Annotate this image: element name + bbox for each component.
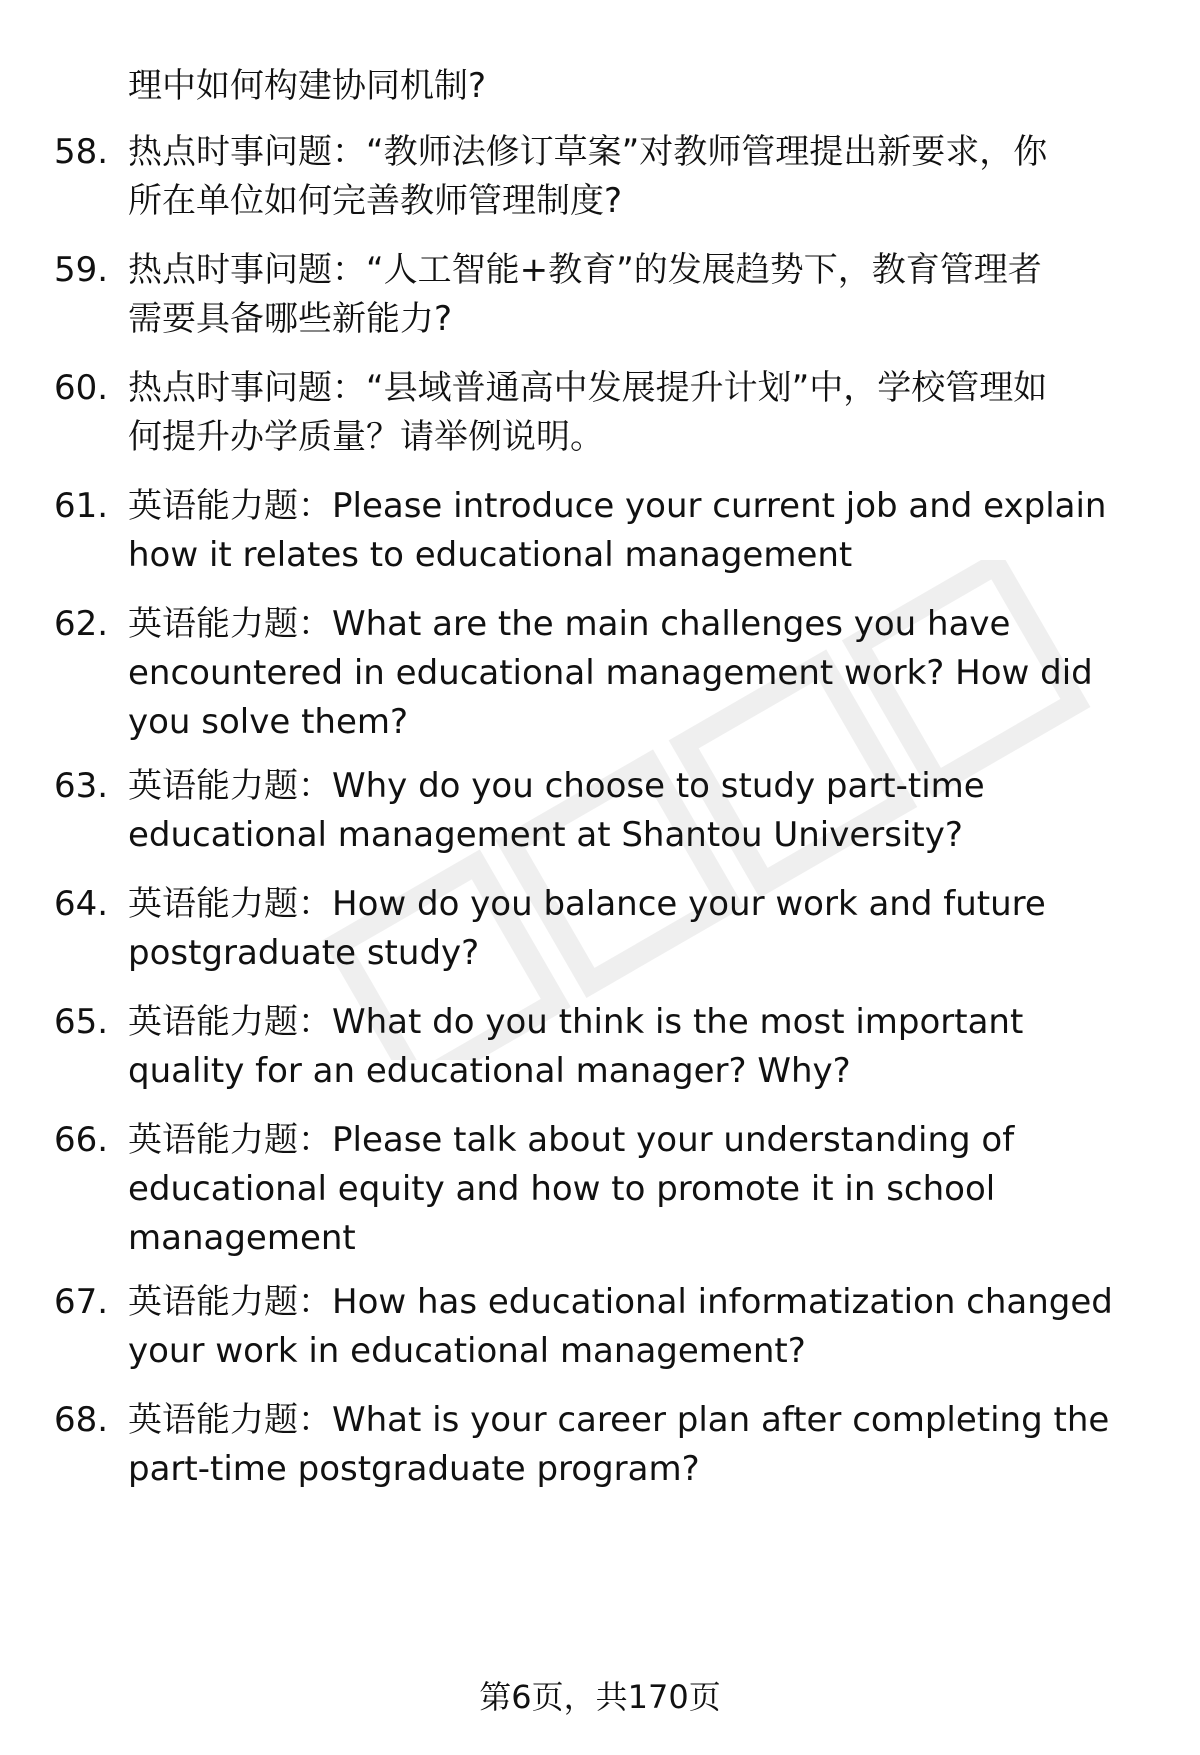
question-line: 英语能力题：Please introduce your current job and explain	[128, 486, 1107, 526]
question-line: your work in educational management?	[128, 1331, 806, 1371]
question-number: 58.	[54, 132, 109, 172]
question-number: 60.	[54, 368, 109, 408]
question-number: 62.	[54, 604, 109, 644]
question-line: 热点时事问题：“教师法修订草案”对教师管理提出新要求，你	[128, 132, 1048, 172]
question-line: 英语能力题：Please talk about your understanding of	[128, 1120, 1015, 1160]
question-number: 63.	[54, 766, 109, 806]
question-text	[128, 1116, 1200, 1263]
question-line: you solve them?	[128, 702, 409, 742]
question-line: management	[128, 1218, 356, 1258]
question-line: 所在单位如何完善教师管理制度?	[128, 181, 623, 221]
question-line: 热点时事问题：“县域普通高中发展提升计划”中，学校管理如	[128, 368, 1048, 408]
question-line: educational equity and how to promote it in school	[128, 1169, 996, 1209]
question-line: 英语能力题：How do you balance your work and future	[128, 884, 1046, 924]
question-number: 64.	[54, 884, 109, 924]
question-text	[128, 246, 1200, 344]
page-footer: 第6页，共170页	[479, 1678, 721, 1716]
question-line: 英语能力题：Why do you choose to study part-time	[128, 766, 985, 806]
question-text	[128, 600, 1200, 747]
question-line: quality for an educational manager? Why?	[128, 1051, 851, 1091]
question-line: 热点时事问题：“人工智能+教育”的发展趋势下，教育管理者	[128, 250, 1042, 290]
question-text	[128, 482, 1200, 580]
question-number: 66.	[54, 1120, 109, 1160]
question-number: 65.	[54, 1002, 109, 1042]
question-line: 英语能力题：What do you think is the most important	[128, 1002, 1024, 1042]
question-text	[128, 128, 1200, 226]
question-number: 68.	[54, 1400, 109, 1440]
question-line: educational management at Shantou University?	[128, 815, 963, 855]
continued-question-text: 理中如何构建协同机制?	[128, 66, 487, 106]
question-number: 59.	[54, 250, 109, 290]
question-number: 61.	[54, 486, 109, 526]
question-line: part-time postgraduate program?	[128, 1449, 700, 1489]
question-number: 67.	[54, 1282, 109, 1322]
question-line: 英语能力题：What is your career plan after completing the	[128, 1400, 1110, 1440]
question-text	[128, 1278, 1200, 1376]
question-text	[128, 1396, 1200, 1494]
question-line: 何提升办学质量？请举例说明。	[128, 417, 604, 457]
question-line: 英语能力题：How has educational informatization changed	[128, 1282, 1113, 1322]
question-line: 需要具备哪些新能力?	[128, 299, 453, 339]
question-line: postgraduate study?	[128, 933, 480, 973]
question-text	[128, 880, 1200, 978]
question-line: encountered in educational management work? How did	[128, 653, 1093, 693]
question-text	[128, 762, 1200, 860]
question-line: how it relates to educational management	[128, 535, 853, 575]
question-text	[128, 998, 1200, 1096]
question-line: 英语能力题：What are the main challenges you have	[128, 604, 1011, 644]
question-text	[128, 364, 1200, 462]
